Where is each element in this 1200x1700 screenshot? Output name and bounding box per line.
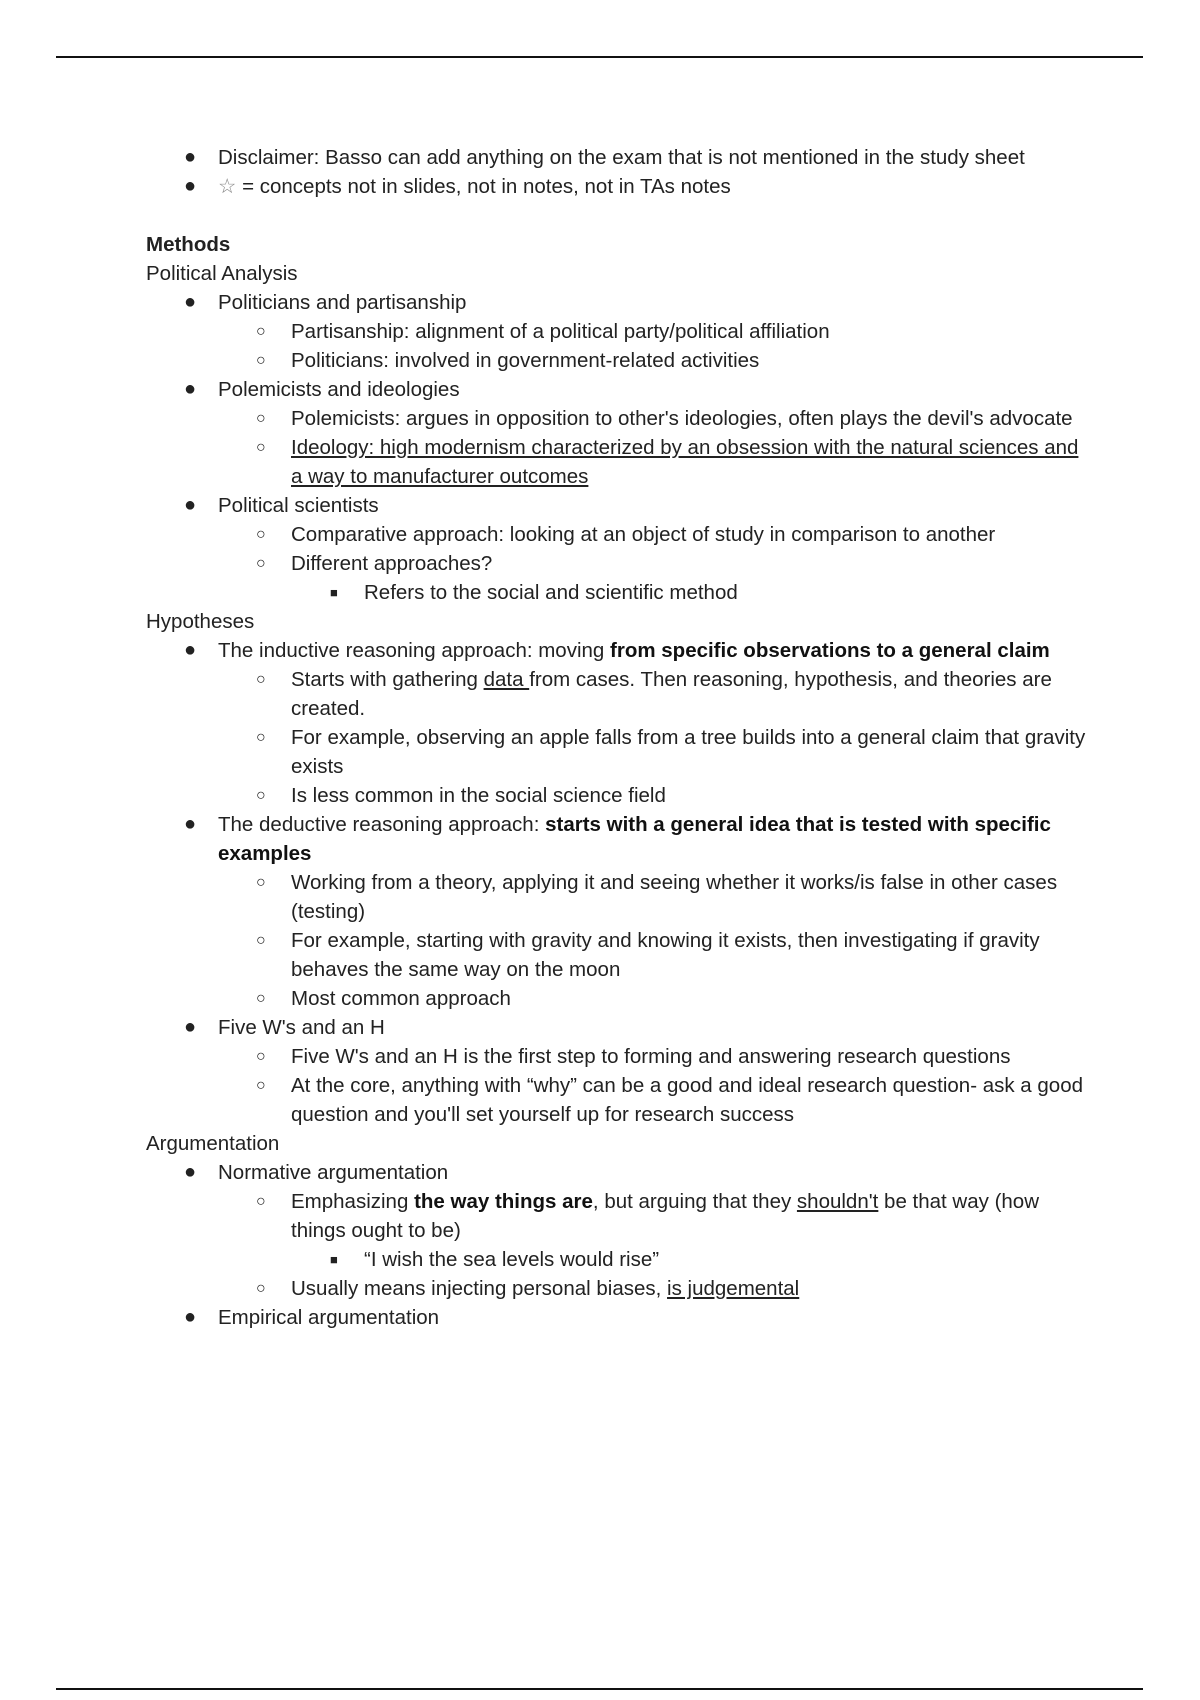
item-text: Five W's and an H xyxy=(218,1016,385,1039)
list-item xyxy=(146,926,1086,984)
circle-bullet-icon: ○ xyxy=(256,555,266,572)
list-item xyxy=(146,1013,1086,1042)
circle-bullet-icon: ○ xyxy=(256,990,266,1007)
item-text: Polemicists and ideologies xyxy=(218,378,460,401)
star-legend-text: = concepts not in slides, not in notes, not in TAs notes xyxy=(236,175,731,198)
bullet-icon: ● xyxy=(184,378,197,400)
list-item xyxy=(146,491,1086,520)
hypotheses-list xyxy=(146,636,1086,1129)
item-text: For example, observing an apple falls from a tree builds into a general claim that gravity exists xyxy=(291,726,1086,778)
subheading-political-analysis: Political Analysis xyxy=(146,262,298,285)
item-text-underlined: shouldn't xyxy=(796,1190,879,1213)
list-item xyxy=(146,317,1086,346)
bullet-icon: ● xyxy=(184,1306,197,1328)
item-text: The inductive reasoning approach: moving xyxy=(218,639,611,662)
item-text: be that way (how things ought to be) xyxy=(291,1190,1040,1242)
list-item xyxy=(146,781,1086,810)
list-item xyxy=(146,1071,1086,1129)
item-text: Refers to the social and scientific method xyxy=(364,581,738,604)
list-item xyxy=(146,1187,1086,1245)
item-text: Polemicists: argues in opposition to other's ideologies, often plays the devil's advocate xyxy=(291,407,1073,430)
circle-bullet-icon: ○ xyxy=(256,323,266,340)
circle-bullet-icon: ○ xyxy=(256,1048,266,1065)
bullet-icon: ● xyxy=(184,291,197,313)
bullet-icon: ● xyxy=(184,813,197,835)
subheading-argumentation: Argumentation xyxy=(146,1132,280,1155)
list-item xyxy=(146,1158,1086,1187)
list-item xyxy=(146,433,1086,491)
item-text: Is less common in the social science field xyxy=(291,784,666,807)
bullet-icon: ● xyxy=(184,146,197,168)
bottom-rule xyxy=(56,1688,1143,1690)
circle-bullet-icon: ○ xyxy=(256,874,266,891)
item-text-underlined: Ideology: high modernism characterized by an obsession with the natural sciences and a way to manufacturer outcomes xyxy=(291,436,1079,488)
list-item xyxy=(146,549,1086,578)
political-analysis-list xyxy=(146,288,1086,607)
item-text: Politicians and partisanship xyxy=(218,291,467,314)
item-text-underlined: is judgemental xyxy=(667,1277,800,1300)
bullet-icon: ● xyxy=(184,494,197,516)
item-text: The deductive reasoning approach: xyxy=(218,813,546,836)
list-item xyxy=(146,346,1086,375)
list-item xyxy=(146,520,1086,549)
list-item xyxy=(146,578,1086,607)
bullet-icon: ● xyxy=(184,1161,197,1183)
item-text: Most common approach xyxy=(291,987,511,1010)
circle-bullet-icon: ○ xyxy=(256,787,266,804)
list-item xyxy=(146,868,1086,926)
list-item xyxy=(146,1303,1086,1332)
item-text: Usually means injecting personal biases, xyxy=(291,1277,668,1300)
argumentation-list xyxy=(146,1158,1086,1332)
list-item xyxy=(146,984,1086,1013)
list-item xyxy=(146,1042,1086,1071)
circle-bullet-icon: ○ xyxy=(256,439,266,456)
item-text: Political scientists xyxy=(218,494,379,517)
circle-bullet-icon: ○ xyxy=(256,1280,266,1297)
item-text: For example, starting with gravity and knowing it exists, then investigating if gravity behaves the same way on the moon xyxy=(291,929,1040,981)
item-text: Different approaches? xyxy=(291,552,493,575)
item-text: Politicians: involved in government-related activities xyxy=(291,349,760,372)
section-heading-methods: Methods xyxy=(146,233,231,256)
list-item xyxy=(146,1245,1086,1274)
item-text: , but arguing that they xyxy=(592,1190,797,1213)
circle-bullet-icon: ○ xyxy=(256,671,266,688)
list-item xyxy=(146,723,1086,781)
item-text: Emphasizing xyxy=(291,1190,415,1213)
item-text: Empirical argumentation xyxy=(218,1306,440,1329)
bullet-icon: ● xyxy=(184,175,197,197)
disclaimer-text: Disclaimer: Basso can add anything on the exam that is not mentioned in the study sheet xyxy=(218,146,1025,169)
item-text: At the core, anything with “why” can be a good and ideal research question- ask a good question and you'll set yourself up for research success xyxy=(291,1074,1084,1126)
item-text: Partisanship: alignment of a political party/political affiliation xyxy=(291,320,830,343)
top-rule xyxy=(56,56,1143,58)
circle-bullet-icon: ○ xyxy=(256,352,266,369)
intro-list xyxy=(146,143,1086,201)
list-item xyxy=(146,810,1086,868)
subheading-hypotheses: Hypotheses xyxy=(146,610,255,633)
item-text-bold: starts with a general idea that is tested with specific examples xyxy=(218,813,1051,865)
list-item-star-legend xyxy=(146,172,1086,201)
square-bullet-icon: ■ xyxy=(330,585,338,600)
item-text-bold: from specific observations to a general claim xyxy=(610,639,1050,662)
document-body xyxy=(146,143,1086,1332)
list-item-disclaimer xyxy=(146,143,1086,172)
list-item xyxy=(146,1274,1086,1303)
item-text-bold: the way things are xyxy=(414,1190,593,1213)
star-icon: ☆ xyxy=(218,175,237,198)
square-bullet-icon: ■ xyxy=(330,1252,338,1267)
circle-bullet-icon: ○ xyxy=(256,410,266,427)
list-item xyxy=(146,404,1086,433)
list-item xyxy=(146,375,1086,404)
item-text: Starts with gathering xyxy=(291,668,484,691)
item-text: from cases. Then reasoning, hypothesis, and theories are created. xyxy=(291,668,1052,720)
item-text: Working from a theory, applying it and seeing whether it works/is false in other cases (testing) xyxy=(291,871,1058,923)
list-item xyxy=(146,288,1086,317)
item-text: Normative argumentation xyxy=(218,1161,449,1184)
circle-bullet-icon: ○ xyxy=(256,1193,266,1210)
item-text: “I wish the sea levels would rise” xyxy=(364,1248,660,1271)
bullet-icon: ● xyxy=(184,639,197,661)
bullet-icon: ● xyxy=(184,1016,197,1038)
item-text: Comparative approach: looking at an object of study in comparison to another xyxy=(291,523,996,546)
circle-bullet-icon: ○ xyxy=(256,932,266,949)
item-text: Five W's and an H is the first step to forming and answering research questions xyxy=(291,1045,1011,1068)
item-text-underlined: data xyxy=(483,668,530,691)
circle-bullet-icon: ○ xyxy=(256,1077,266,1094)
circle-bullet-icon: ○ xyxy=(256,526,266,543)
list-item xyxy=(146,665,1086,723)
list-item xyxy=(146,636,1086,665)
circle-bullet-icon: ○ xyxy=(256,729,266,746)
